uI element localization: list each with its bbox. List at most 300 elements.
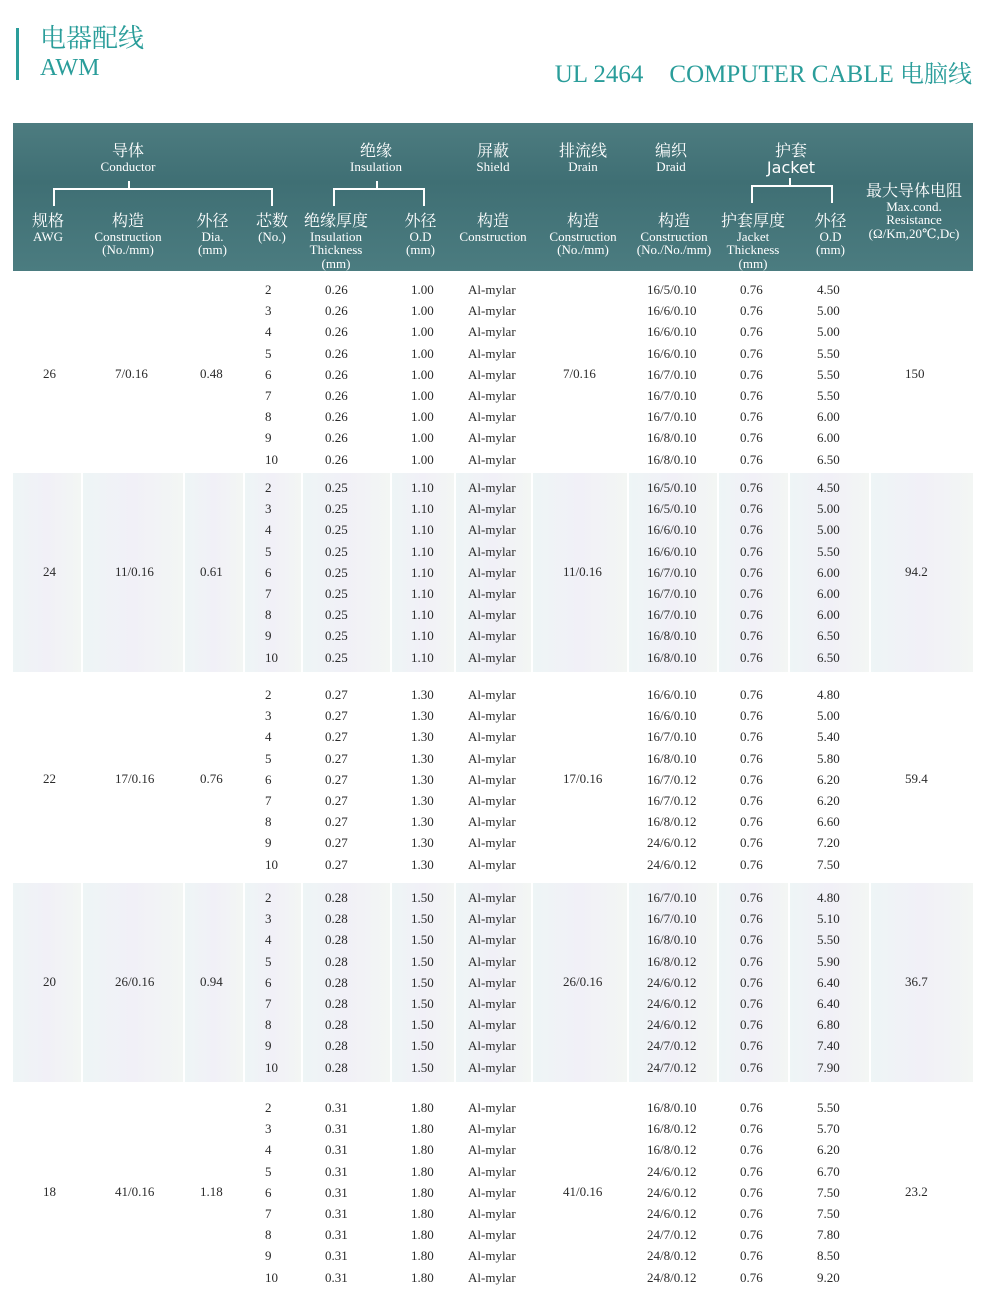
cell-ins-thick: 0.25 [325, 649, 348, 665]
product-name-zh: 电脑线 [900, 60, 972, 88]
cell-shield: Al-mylar [468, 1142, 516, 1158]
cell-jacket-thick: 0.76 [740, 890, 763, 905]
cell-od: 5.50 [817, 543, 840, 559]
cell-od: 7.20 [817, 835, 840, 851]
cell-cores: 2 [265, 890, 272, 905]
cell-jacket-thick: 0.76 [740, 430, 763, 446]
table-row [13, 790, 973, 811]
table-row [13, 993, 973, 1014]
table-row [13, 1161, 973, 1182]
cell-od: 5.50 [817, 1100, 840, 1115]
col-jacket-thickness: 护套厚度 Jacket Thickness (mm) [720, 211, 785, 272]
cell-jacket-thick: 0.76 [740, 708, 763, 724]
cell-ins-od: 1.30 [411, 687, 434, 702]
cell-ins-thick: 0.26 [325, 303, 348, 319]
awg-group [13, 473, 973, 672]
table-row [13, 498, 973, 519]
cell-ins-od: 1.00 [411, 451, 434, 467]
cell-od: 6.00 [817, 564, 840, 580]
cell-od: 7.90 [817, 1059, 840, 1075]
cell-ins-thick: 0.25 [325, 564, 348, 580]
cell-ins-od: 1.80 [411, 1269, 434, 1285]
table-row [13, 519, 973, 540]
cell-ins-thick: 0.25 [325, 543, 348, 559]
cell-shield: Al-mylar [468, 586, 516, 601]
cell-od: 5.80 [817, 750, 840, 766]
cell-ins-thick: 0.28 [325, 953, 348, 969]
awg-group [13, 883, 973, 1082]
table-row [13, 769, 973, 790]
cell-jacket-thick: 0.76 [740, 480, 763, 495]
cell-ins-od: 1.80 [411, 1121, 434, 1137]
cell-ins-od: 1.10 [411, 628, 434, 644]
cell-ins-od: 1.80 [411, 1184, 434, 1200]
cell-shield: Al-mylar [468, 729, 516, 745]
cell-cores: 9 [265, 430, 272, 446]
cell-braid: 24/6/0.12 [647, 1017, 697, 1033]
product-title [555, 54, 972, 89]
cell-jacket-thick: 0.76 [740, 687, 763, 702]
cell-ins-thick: 0.26 [325, 451, 348, 467]
table-row [13, 854, 973, 875]
cell-jacket-thick: 0.76 [740, 586, 763, 601]
cell-braid: 16/7/0.10 [647, 409, 697, 425]
cell-braid: 16/7/0.10 [647, 564, 697, 580]
cell-cores: 10 [265, 1269, 278, 1285]
cell-shield: Al-mylar [468, 708, 516, 724]
cell-ins-thick: 0.31 [325, 1269, 348, 1285]
cell-shield: Al-mylar [468, 649, 516, 665]
awg-size: 26 [43, 366, 56, 382]
cell-cores: 4 [265, 522, 272, 538]
cell-cores: 4 [265, 1142, 272, 1158]
insulation-bracket [333, 188, 425, 206]
title-accent-bar [16, 28, 19, 80]
cell-cores: 7 [265, 996, 272, 1011]
cell-ins-thick: 0.31 [325, 1163, 348, 1179]
cell-shield: Al-mylar [468, 430, 516, 446]
drain-group-label: 排流线 Drain [558, 141, 607, 174]
cell-shield: Al-mylar [468, 793, 516, 808]
table-row [13, 279, 973, 300]
cell-od: 6.20 [817, 1142, 840, 1158]
cell-ins-od: 1.50 [411, 890, 434, 905]
cell-ins-od: 1.50 [411, 1017, 434, 1033]
cell-ins-thick: 0.26 [325, 366, 348, 382]
cell-ins-thick: 0.27 [325, 771, 348, 787]
cell-ins-od: 1.80 [411, 1227, 434, 1243]
cell-ins-od: 1.50 [411, 1038, 434, 1054]
cell-braid: 16/7/0.10 [647, 366, 697, 382]
cell-ins-thick: 0.27 [325, 750, 348, 766]
col-awg: 规格 AWG [31, 211, 64, 244]
table-row [13, 583, 973, 604]
cell-braid: 16/5/0.10 [647, 501, 697, 517]
cell-shield: Al-mylar [468, 953, 516, 969]
cell-ins-thick: 0.28 [325, 1059, 348, 1075]
cell-od: 9.20 [817, 1269, 840, 1285]
cell-shield: Al-mylar [468, 1206, 516, 1221]
cell-shield: Al-mylar [468, 409, 516, 425]
cell-jacket-thick: 0.76 [740, 750, 763, 766]
table-row [13, 1245, 973, 1266]
cell-od: 4.50 [817, 480, 840, 495]
cell-jacket-thick: 0.76 [740, 1100, 763, 1115]
cell-ins-thick: 0.27 [325, 729, 348, 745]
cell-shield: Al-mylar [468, 974, 516, 990]
cell-cores: 4 [265, 324, 272, 340]
cell-ins-thick: 0.26 [325, 409, 348, 425]
cell-ins-thick: 0.31 [325, 1142, 348, 1158]
table-row [13, 343, 973, 364]
product-code: UL 2464 [554, 61, 644, 88]
awg-group [13, 275, 973, 474]
cell-braid: 24/8/0.12 [647, 1269, 697, 1285]
cell-cores: 6 [265, 366, 272, 382]
cell-od: 5.40 [817, 729, 840, 745]
cell-shield: Al-mylar [468, 388, 516, 403]
cell-braid: 16/8/0.10 [647, 649, 697, 665]
cell-ins-od: 1.10 [411, 501, 434, 517]
cell-cores: 4 [265, 729, 272, 745]
cell-od: 6.00 [817, 586, 840, 601]
cell-shield: Al-mylar [468, 366, 516, 382]
cell-ins-thick: 0.31 [325, 1184, 348, 1200]
cell-shield: Al-mylar [468, 814, 516, 830]
col-ins-od: 外径 O.D (mm) [404, 211, 437, 258]
table-row [13, 321, 973, 342]
cell-ins-thick: 0.26 [325, 282, 348, 297]
table-row [13, 726, 973, 747]
cell-jacket-thick: 0.76 [740, 1059, 763, 1075]
cell-ins-od: 1.10 [411, 586, 434, 601]
awg-group [13, 1093, 973, 1292]
conductor-bracket-stem [128, 181, 130, 189]
cell-cores: 9 [265, 835, 272, 851]
cell-ins-thick: 0.25 [325, 501, 348, 517]
cell-braid: 16/6/0.10 [647, 303, 697, 319]
cell-cores: 8 [265, 607, 272, 623]
cell-ins-od: 1.80 [411, 1100, 434, 1115]
cell-ins-thick: 0.26 [325, 345, 348, 361]
cell-braid: 16/7/0.10 [647, 607, 697, 623]
cell-ins-od: 1.80 [411, 1206, 434, 1221]
cell-jacket-thick: 0.76 [740, 974, 763, 990]
cell-jacket-thick: 0.76 [740, 911, 763, 927]
jacket-bracket [751, 185, 833, 203]
cell-ins-thick: 0.31 [325, 1100, 348, 1115]
table-row [13, 562, 973, 583]
cell-braid: 16/6/0.10 [647, 543, 697, 559]
cell-jacket-thick: 0.76 [740, 771, 763, 787]
jacket-group-label: 护套 Jacket [766, 141, 816, 177]
col-shield-construction: 构造 Construction [459, 211, 527, 244]
cell-braid: 16/8/0.10 [647, 932, 697, 948]
cell-od: 6.50 [817, 451, 840, 467]
cell-ins-od: 1.10 [411, 522, 434, 538]
cell-ins-od: 1.00 [411, 366, 434, 382]
col-drain-construction: 构造 Construction (No./mm) [549, 211, 617, 258]
cell-cores: 5 [265, 953, 272, 969]
cell-cores: 3 [265, 303, 272, 319]
cell-cores: 2 [265, 480, 272, 495]
cell-od: 5.70 [817, 1121, 840, 1137]
conductor-diameter: 0.61 [200, 564, 223, 580]
cell-cores: 3 [265, 1121, 272, 1137]
cell-od: 5.50 [817, 366, 840, 382]
cell-shield: Al-mylar [468, 1184, 516, 1200]
cell-cores: 10 [265, 451, 278, 467]
product-name-en: COMPUTER CABLE [669, 61, 894, 88]
cell-shield: Al-mylar [468, 1038, 516, 1054]
cell-cores: 5 [265, 750, 272, 766]
cell-od: 6.20 [817, 793, 840, 808]
cell-ins-od: 1.10 [411, 543, 434, 559]
cell-braid: 16/6/0.10 [647, 687, 697, 702]
cell-jacket-thick: 0.76 [740, 1142, 763, 1158]
cell-braid: 16/7/0.10 [647, 388, 697, 403]
cell-jacket-thick: 0.76 [740, 649, 763, 665]
cell-jacket-thick: 0.76 [740, 856, 763, 872]
cell-od: 5.10 [817, 911, 840, 927]
col-construction: 构造 Construction (No./mm) [94, 211, 162, 258]
table-row [13, 647, 973, 668]
braid-group-label: 编织 Draid [654, 141, 687, 174]
cell-od: 6.00 [817, 607, 840, 623]
cell-ins-thick: 0.27 [325, 835, 348, 851]
cell-ins-thick: 0.27 [325, 687, 348, 702]
cell-ins-od: 1.50 [411, 996, 434, 1011]
awg-group [13, 680, 973, 879]
cell-cores: 2 [265, 687, 272, 702]
awg-size: 20 [43, 974, 56, 990]
cell-braid: 16/8/0.10 [647, 750, 697, 766]
cell-ins-od: 1.10 [411, 564, 434, 580]
table-row [13, 1097, 973, 1118]
cell-ins-thick: 0.31 [325, 1248, 348, 1264]
cell-ins-thick: 0.26 [325, 324, 348, 340]
cell-jacket-thick: 0.76 [740, 282, 763, 297]
cell-cores: 6 [265, 771, 272, 787]
conductor-construction: 41/0.16 [115, 1184, 155, 1200]
cell-cores: 9 [265, 1038, 272, 1054]
cell-ins-od: 1.50 [411, 974, 434, 990]
max-resistance: 94.2 [905, 564, 928, 580]
cell-jacket-thick: 0.76 [740, 409, 763, 425]
cell-braid: 24/7/0.12 [647, 1059, 697, 1075]
cell-jacket-thick: 0.76 [740, 1038, 763, 1054]
cell-ins-thick: 0.25 [325, 480, 348, 495]
cell-jacket-thick: 0.76 [740, 814, 763, 830]
cell-braid: 16/7/0.10 [647, 911, 697, 927]
cell-ins-od: 1.50 [411, 932, 434, 948]
cell-cores: 8 [265, 1227, 272, 1243]
cell-shield: Al-mylar [468, 1163, 516, 1179]
table-row [13, 1203, 973, 1224]
conductor-diameter: 0.48 [200, 366, 223, 382]
cell-od: 4.80 [817, 687, 840, 702]
cell-ins-od: 1.10 [411, 649, 434, 665]
cell-ins-od: 1.00 [411, 430, 434, 446]
cell-braid: 16/8/0.12 [647, 1121, 697, 1137]
table-row [13, 908, 973, 929]
cell-ins-od: 1.00 [411, 388, 434, 403]
cell-ins-thick: 0.25 [325, 628, 348, 644]
cell-ins-od: 1.10 [411, 480, 434, 495]
max-resistance-header: 最大导体电阻 Max.cond. Resistance (Ω/Km,20℃,Dc) [865, 181, 962, 242]
cell-braid: 16/7/0.10 [647, 729, 697, 745]
drain-construction: 7/0.16 [563, 366, 596, 382]
cell-ins-thick: 0.28 [325, 1038, 348, 1054]
cell-shield: Al-mylar [468, 996, 516, 1011]
conductor-construction: 26/0.16 [115, 974, 155, 990]
cell-jacket-thick: 0.76 [740, 996, 763, 1011]
cell-cores: 8 [265, 1017, 272, 1033]
cell-cores: 9 [265, 628, 272, 644]
cell-braid: 24/8/0.12 [647, 1248, 697, 1264]
cell-jacket-thick: 0.76 [740, 835, 763, 851]
table-row [13, 300, 973, 321]
cell-ins-od: 1.00 [411, 324, 434, 340]
category-title-zh: 电器配线 [40, 24, 145, 54]
cell-braid: 16/6/0.10 [647, 708, 697, 724]
cell-jacket-thick: 0.76 [740, 303, 763, 319]
cell-shield: Al-mylar [468, 480, 516, 495]
cell-cores: 8 [265, 409, 272, 425]
cell-od: 7.50 [817, 1206, 840, 1221]
max-resistance: 150 [905, 366, 925, 382]
table-row [13, 705, 973, 726]
cell-cores: 9 [265, 1248, 272, 1264]
drain-construction: 41/0.16 [563, 1184, 603, 1200]
cell-ins-od: 1.00 [411, 303, 434, 319]
cell-cores: 3 [265, 911, 272, 927]
cell-shield: Al-mylar [468, 1017, 516, 1033]
cell-braid: 24/6/0.12 [647, 974, 697, 990]
table-row [13, 811, 973, 832]
cell-shield: Al-mylar [468, 324, 516, 340]
cell-jacket-thick: 0.76 [740, 953, 763, 969]
conductor-bracket [53, 188, 273, 206]
category-title [40, 24, 144, 82]
conductor-group-label: 导体 Conductor [100, 141, 156, 174]
cell-shield: Al-mylar [468, 932, 516, 948]
awg-size: 22 [43, 771, 56, 787]
cell-od: 6.60 [817, 814, 840, 830]
awg-size: 18 [43, 1184, 56, 1200]
cell-shield: Al-mylar [468, 835, 516, 851]
table-row [13, 1267, 973, 1288]
drain-construction: 26/0.16 [563, 974, 603, 990]
cell-jacket-thick: 0.76 [740, 1163, 763, 1179]
cell-ins-thick: 0.28 [325, 890, 348, 905]
cell-shield: Al-mylar [468, 628, 516, 644]
max-resistance: 59.4 [905, 771, 928, 787]
cell-jacket-thick: 0.76 [740, 1206, 763, 1221]
cell-shield: Al-mylar [468, 543, 516, 559]
drain-construction: 11/0.16 [563, 564, 602, 580]
cell-shield: Al-mylar [468, 282, 516, 297]
cell-ins-od: 1.30 [411, 708, 434, 724]
cell-ins-od: 1.30 [411, 729, 434, 745]
cell-shield: Al-mylar [468, 1269, 516, 1285]
cell-shield: Al-mylar [468, 303, 516, 319]
table-row [13, 385, 973, 406]
cell-ins-od: 1.10 [411, 607, 434, 623]
cell-jacket-thick: 0.76 [740, 564, 763, 580]
col-braid-construction: 构造 Construction (No./No./mm) [636, 211, 712, 258]
cell-od: 7.50 [817, 1184, 840, 1200]
cell-od: 6.50 [817, 628, 840, 644]
cell-jacket-thick: 0.76 [740, 366, 763, 382]
cell-braid: 16/7/0.12 [647, 771, 697, 787]
cell-jacket-thick: 0.76 [740, 1227, 763, 1243]
table-row [13, 951, 973, 972]
cell-jacket-thick: 0.76 [740, 388, 763, 403]
cell-shield: Al-mylar [468, 564, 516, 580]
col-ins-thickness: 绝缘厚度 Insulation Thickness (mm) [303, 211, 368, 272]
table-row [13, 1118, 973, 1139]
cell-braid: 16/8/0.10 [647, 628, 697, 644]
cell-jacket-thick: 0.76 [740, 1121, 763, 1137]
table-row [13, 541, 973, 562]
conductor-construction: 17/0.16 [115, 771, 155, 787]
cell-cores: 10 [265, 649, 278, 665]
cell-od: 5.50 [817, 345, 840, 361]
cell-ins-od: 1.30 [411, 771, 434, 787]
table-row [13, 449, 973, 470]
cell-od: 4.80 [817, 890, 840, 905]
cell-shield: Al-mylar [468, 1121, 516, 1137]
cell-ins-thick: 0.25 [325, 586, 348, 601]
cell-jacket-thick: 0.76 [740, 451, 763, 467]
cell-jacket-thick: 0.76 [740, 729, 763, 745]
cell-braid: 16/8/0.10 [647, 1100, 697, 1115]
table-row [13, 604, 973, 625]
cell-braid: 16/7/0.12 [647, 793, 697, 808]
cell-cores: 6 [265, 564, 272, 580]
cell-shield: Al-mylar [468, 1248, 516, 1264]
cell-jacket-thick: 0.76 [740, 1017, 763, 1033]
cell-od: 5.90 [817, 953, 840, 969]
cell-shield: Al-mylar [468, 345, 516, 361]
table-row [13, 1224, 973, 1245]
cell-cores: 3 [265, 501, 272, 517]
table-row [13, 477, 973, 498]
cell-ins-thick: 0.31 [325, 1121, 348, 1137]
cell-ins-thick: 0.27 [325, 856, 348, 872]
cell-jacket-thick: 0.76 [740, 345, 763, 361]
cell-jacket-thick: 0.76 [740, 1184, 763, 1200]
cell-shield: Al-mylar [468, 1227, 516, 1243]
cell-ins-od: 1.00 [411, 282, 434, 297]
cell-jacket-thick: 0.76 [740, 628, 763, 644]
table-row [13, 972, 973, 993]
cell-ins-od: 1.30 [411, 750, 434, 766]
cell-braid: 24/6/0.12 [647, 1206, 697, 1221]
table-row [13, 748, 973, 769]
cell-ins-od: 1.30 [411, 856, 434, 872]
cell-ins-thick: 0.31 [325, 1227, 348, 1243]
jacket-bracket-stem [789, 178, 791, 186]
cell-shield: Al-mylar [468, 1059, 516, 1075]
cell-od: 7.80 [817, 1227, 840, 1243]
cell-od: 6.50 [817, 649, 840, 665]
cell-ins-thick: 0.27 [325, 814, 348, 830]
cell-od: 6.40 [817, 996, 840, 1011]
table-row [13, 887, 973, 908]
cell-shield: Al-mylar [468, 1100, 516, 1115]
